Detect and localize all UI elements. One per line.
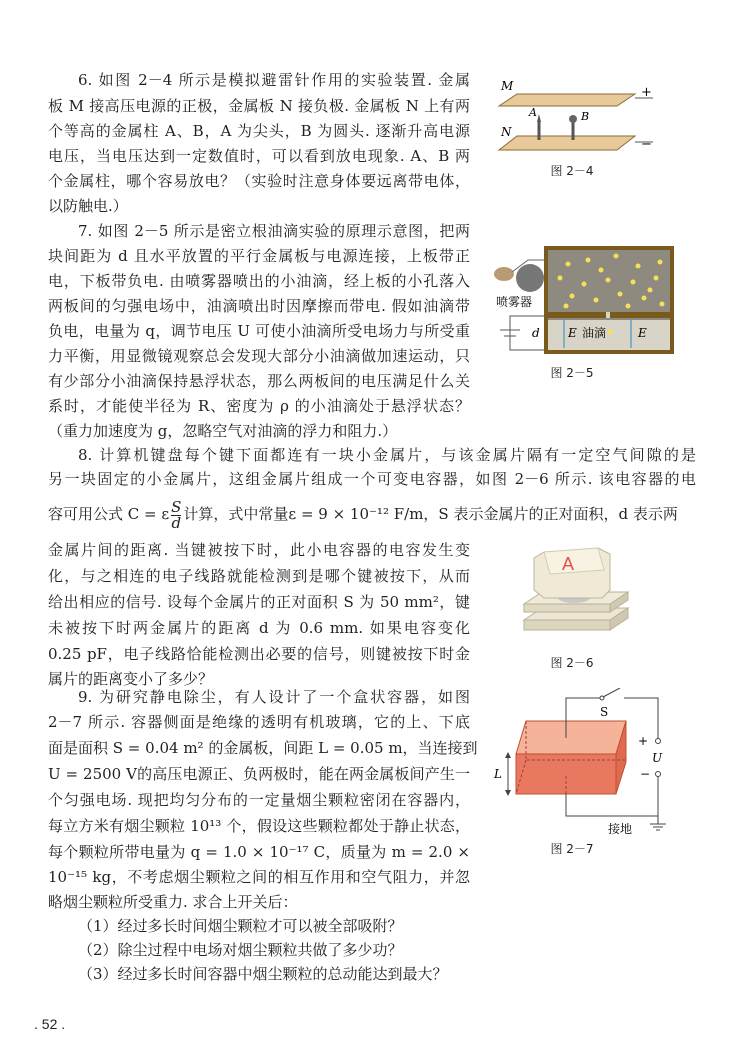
text-line: 未被按下时两金属片的距离 d 为 0.6 mm. 如果电容变化 (48, 619, 470, 637)
keyboard-key-illustration (510, 540, 640, 650)
figure-caption: 图 2－6 (550, 656, 594, 670)
label-m: M (501, 79, 514, 93)
label-a: A (529, 106, 537, 119)
text-line: 9. 为研究静电除尘，有人设计了一个盒状容器，如图 (78, 688, 470, 706)
sub-question-1: （1）经过多长时间烟尘颗粒才可以被全部吸附？ (78, 917, 403, 935)
text-line: 另一块固定的小金属片，这组金属片组成一个可变电容器，如图 2－6 所示. 该电容器的电 (48, 470, 696, 488)
text-line: 每立方米有烟尘颗粒 10¹³ 个，假设这些颗粒都处于静止状态， (48, 817, 470, 835)
text-line: 以防触电.） (48, 197, 128, 215)
text-line: 板 M 接高压电源的正极，金属板 N 接负极. 金属板 N 上有两 (48, 97, 470, 115)
text-line: 电，下板带负电. 由喷雾器喷出的小油滴，经上板的小孔落入 (48, 272, 470, 290)
text-line: 8. 计算机键盘每个键下面都连有一块小金属片，与该金属片隔有一定空气间隙的是 (78, 446, 696, 464)
label-minus: − (641, 137, 652, 152)
label-s: S (600, 705, 609, 719)
label-minus: − (640, 767, 651, 781)
text-line: 给出相应的信号. 设每个金属片的正对面积 S 为 50 mm²，键 (48, 593, 470, 611)
text-line: 负电，电量为 q，调节电压 U 可使小油滴所受电场力与所受重 (48, 322, 470, 340)
figure-caption: 图 2－7 (550, 842, 594, 856)
label-sprayer: 喷雾器 (496, 295, 533, 309)
text-line: 化，与之相连的电子线路就能检测到是哪个键被按下，从而 (48, 567, 470, 585)
label-l: L (494, 767, 502, 781)
capacitance-formula-line (48, 497, 696, 531)
text-line: 两板间的匀强电场中，油滴喷出时因摩擦而带电. 假如油滴带 (48, 297, 470, 315)
fraction-denominator: d (171, 513, 182, 532)
text-line: 块间距为 d 且水平放置的平行金属板与电源连接，上板带正 (48, 247, 470, 265)
label-d: d (532, 326, 540, 340)
sub-question-3: （3）经过多长时间容器中烟尘颗粒的总动能达到最大？ (78, 965, 448, 983)
sub-question-2: （2）除尘过程中电场对烟尘颗粒共做了多少功？ (78, 941, 403, 959)
sprayer-bulb-icon (494, 267, 514, 281)
text-line: 力平衡，用显微镜观察总会发现大部分小油滴做加速运动，只 (48, 347, 470, 365)
key-letter: A (562, 554, 575, 574)
label-ground: 接地 (608, 822, 633, 836)
text-line: 6. 如图 2－4 所示是模拟避雷针作用的实验装置. 金属 (78, 71, 470, 89)
label-e-left: E (568, 326, 577, 340)
text-line: 电压，当电压达到一定数值时，可以看到放电现象. A、B 两 (48, 147, 470, 165)
figure-2-4-lightning-rod (495, 76, 665, 186)
figure-2-6-keyboard-key (510, 540, 640, 675)
ground-icon (650, 824, 666, 830)
figure-caption: 图 2－4 (550, 164, 594, 178)
text-line: 金属片间的距离. 当键被按下时，此小电容器的电容发生变 (48, 541, 470, 559)
text-line: 有少部分小油滴保持悬浮状态，那么两板间的电压满足什么关 (48, 372, 470, 390)
text-line: 10⁻¹⁵ kg，不考虑烟尘颗粒之间的相互作用和空气阻力，并忽 (48, 868, 470, 886)
label-oil-drop: 油滴 (582, 326, 607, 340)
electrostatic-precipitator-diagram (490, 688, 680, 838)
figure-2-5-millikan (488, 244, 688, 384)
label-e-right: E (638, 326, 647, 340)
text-line: U = 2500 V的高压电源正、负两极时，能在两金属板间产生一 (48, 765, 470, 783)
text-line: 个金属柱，哪个容易放电？（实验时注意身体要远离带电体， (48, 172, 470, 190)
label-u: U (652, 751, 663, 765)
formula-suffix: 计算，式中常量ε = 9 × 10⁻¹² F/m，S 表示金属片的正对面积，d 表示两 (183, 505, 678, 523)
text-line: 个匀强电场. 现把均匀分布的一定量烟尘颗粒密闭在容器内， (48, 791, 470, 809)
text-line: 0.25 pF，电子线路恰能检测出必要的信号，则键被按下时金 (48, 645, 470, 663)
formula-prefix: 容可用公式 C = ε (48, 505, 170, 523)
label-plus: + (641, 85, 652, 100)
figure-2-7-dust-box (490, 688, 680, 863)
text-line: 略烟尘颗粒所受重力. 求合上开关后： (48, 893, 298, 911)
text-line: 7. 如图 2－5 所示是密立根油滴实验的原理示意图，把两 (78, 222, 470, 240)
text-line: 系时，才能使半径为 R、密度为 ρ 的小油滴处于悬浮状态？ (48, 397, 470, 415)
text-line: 个等高的金属柱 A、B，A 为尖头，B 为圆头. 逐渐升高电源 (48, 122, 470, 140)
text-line: 每个颗粒所带电量为 q = 1.0 × 10⁻¹⁷ C，质量为 m = 2.0 × (48, 843, 470, 861)
page-number: . 52 . (34, 1016, 66, 1032)
label-b: B (581, 110, 590, 123)
lightning-rod-diagram (495, 76, 665, 166)
fraction-numerator: S (171, 497, 182, 516)
label-plus: + (638, 734, 649, 748)
text-line: （重力加速度为 g，忽略空气对油滴的浮力和阻力.） (48, 422, 398, 440)
sprayer-bottle-icon (516, 264, 544, 292)
text-line: 面是面积 S = 0.04 m² 的金属板，间距 L = 0.05 m，当连接到 (48, 739, 478, 757)
text-line: 属片的距离变小了多少？ (48, 670, 214, 688)
text-line: 2－7 所示. 容器侧面是绝缘的透明有机玻璃，它的上、下底 (48, 713, 470, 731)
label-n: N (501, 125, 512, 139)
fraction-s-over-d (171, 497, 182, 532)
figure-caption: 图 2－5 (550, 366, 594, 380)
oil-drop-diagram (488, 244, 688, 359)
